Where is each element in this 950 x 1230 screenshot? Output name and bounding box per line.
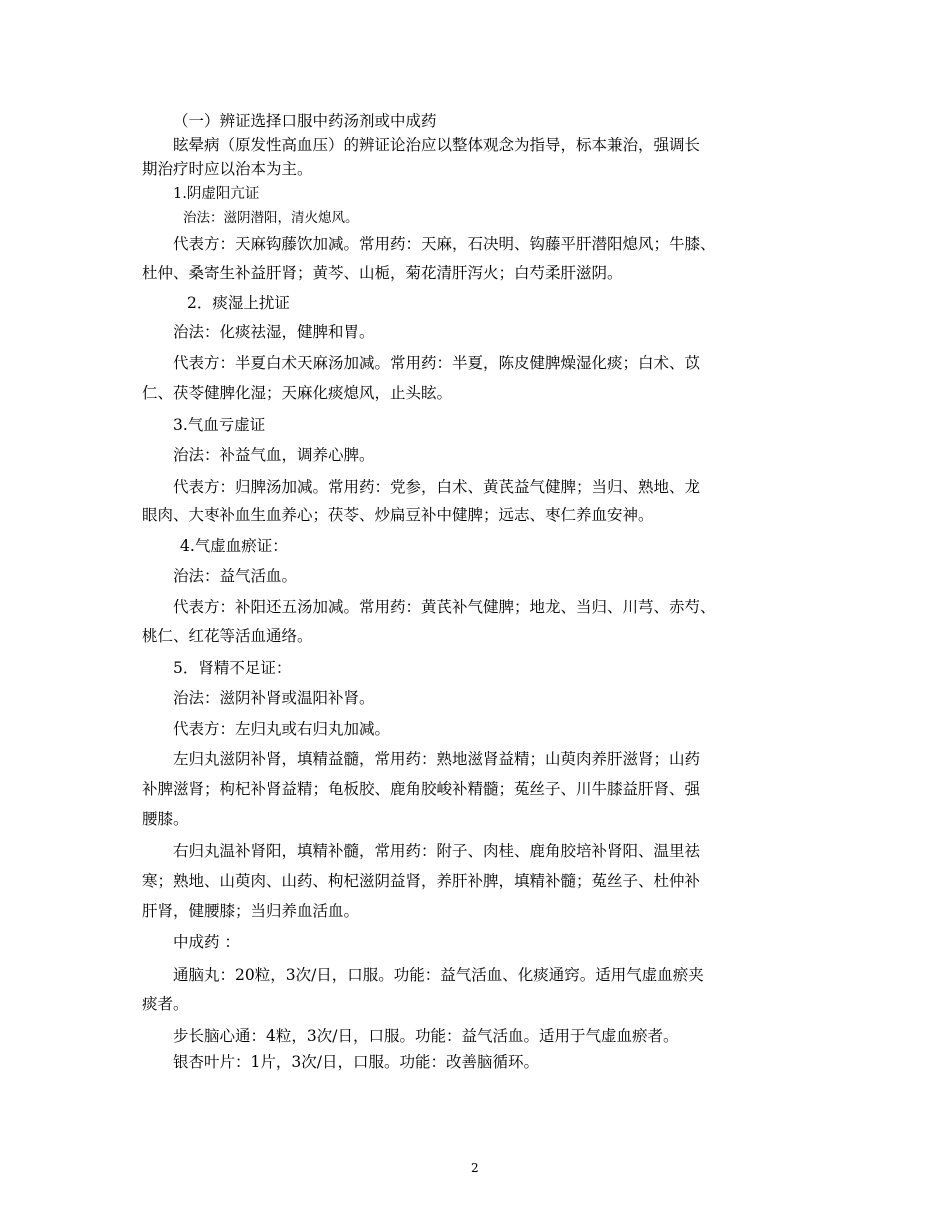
syndrome-5-rx: 代表方：左归丸或右归丸加减。 xyxy=(173,720,391,738)
cpm-item-3: 银杏叶片：1片，3次/日，口服。功能：改善脑循环。 xyxy=(173,1053,539,1071)
cpm-title: 中成药 ： xyxy=(173,933,240,951)
syndrome-2-rx-2: 仁、茯苓健脾化湿；天麻化痰熄风，止头眩。 xyxy=(142,384,453,402)
yougui-line-1: 右归丸温补肾阳，填精补髓，常用药：附子、肉桂、鹿角胶培补肾阳、温里祛 xyxy=(173,842,701,860)
syndrome-1-rx-2: 杜仲、桑寄生补益肝肾；黄芩、山栀，菊花清肝泻火；白芍柔肝滋阴。 xyxy=(142,264,623,282)
syndrome-1-title: 1.阴虚阳亢证 xyxy=(173,186,260,202)
section-heading: （一）辨证选择口服中药汤剂或中成药 xyxy=(173,112,437,130)
cpm-item-1-cont: 痰者。 xyxy=(142,995,189,1013)
syndrome-1-rx-1: 代表方：天麻钩藤饮加减。常用药：天麻，石决明、钩藤平肝潜阳熄风；牛膝、 xyxy=(173,235,716,253)
syndrome-3-rx-1: 代表方：归脾汤加减。常用药：党参，白术、黄芪益气健脾；当归、熟地、龙 xyxy=(173,478,701,496)
zuogui-line-2: 补脾滋肾；枸杞补肾益精；龟板胶、鹿角胶峻补精髓；菟丝子、川牛膝益肝肾、强 xyxy=(142,780,701,798)
page-number: 2 xyxy=(471,1161,479,1175)
syndrome-4-rx-1: 代表方：补阳还五汤加减。常用药：黄芪补气健脾；地龙、当归、川芎、赤芍、 xyxy=(173,598,716,616)
syndrome-2-method: 治法：化痰祛湿，健脾和胃。 xyxy=(173,323,375,341)
intro-line-2: 期治疗时应以治本为主。 xyxy=(142,160,313,178)
syndrome-2-rx-1: 代表方：半夏白术天麻汤加减。常用药：半夏，陈皮健脾燥湿化痰；白术、苡 xyxy=(173,354,701,372)
yougui-line-3: 肝肾，健腰膝；当归养血活血。 xyxy=(142,902,360,920)
cpm-item-1: 通脑丸：20粒，3次/日，口服。功能：益气活血、化痰通窍。适用气虚血瘀夹 xyxy=(173,966,704,984)
syndrome-3-rx-2: 眼肉、大枣补血生血养心；茯苓、炒扁豆补中健脾；远志、枣仁养血安神。 xyxy=(142,506,654,524)
syndrome-4-title: 4.气虚血瘀证： xyxy=(180,537,288,555)
syndrome-3-title: 3.气血亏虚证 xyxy=(173,416,266,434)
syndrome-2-title: 2．痰湿上扰证 xyxy=(187,294,290,312)
syndrome-5-title: 5．肾精不足证： xyxy=(173,659,292,677)
zuogui-line-1: 左归丸滋阴补肾，填精益髓，常用药：熟地滋肾益精；山萸肉养肝滋肾；山药 xyxy=(173,750,701,768)
syndrome-4-method: 治法：益气活血。 xyxy=(173,567,298,585)
intro-line-1: 眩晕病（原发性高血压）的辨证论治应以整体观念为指导，标本兼治，强调长 xyxy=(173,136,701,154)
yougui-line-2: 寒；熟地、山萸肉、山药、枸杞滋阴益肾，养肝补脾，填精补髓；菟丝子、杜仲补 xyxy=(142,872,701,890)
syndrome-3-method: 治法：补益气血，调养心脾。 xyxy=(173,446,375,464)
syndrome-4-rx-2: 桃仁、红花等活血通络。 xyxy=(142,627,313,645)
zuogui-line-3: 腰膝。 xyxy=(142,810,189,828)
syndrome-5-method: 治法：滋阴补肾或温阳补肾。 xyxy=(173,689,375,707)
cpm-item-2: 步长脑心通：4粒，3次/日，口服。功能：益气活血。适用于气虚血瘀者。 xyxy=(173,1027,679,1045)
syndrome-1-method: 治法：滋阴潜阳，清火熄风。 xyxy=(183,210,359,226)
